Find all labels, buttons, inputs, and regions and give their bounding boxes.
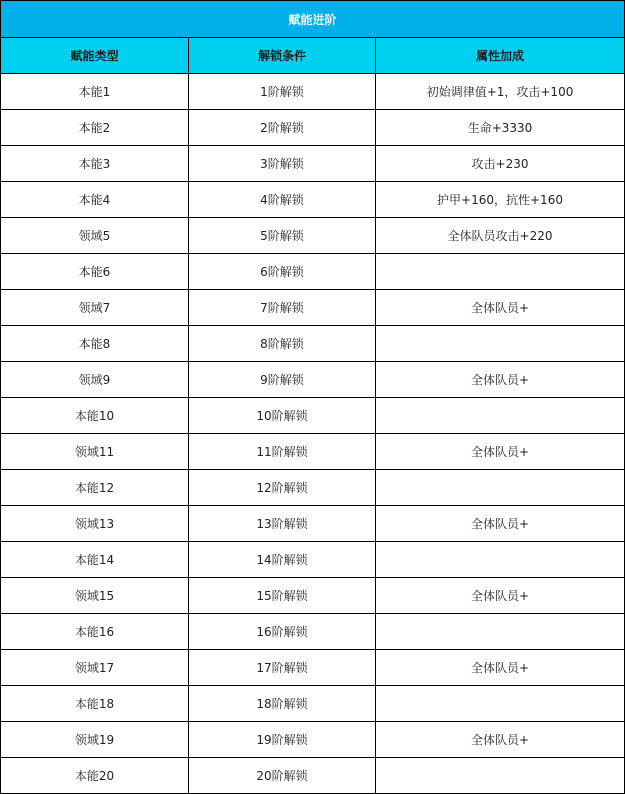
cell-attribute-bonus: 全体队员+ (376, 722, 625, 758)
cell-unlock-condition: 6阶解锁 (189, 254, 376, 290)
cell-type: 领域5 (1, 218, 189, 254)
cell-type: 本能20 (1, 758, 189, 794)
table-row (1, 506, 625, 542)
cell-type: 领域7 (1, 290, 189, 326)
table-row (1, 74, 625, 110)
cell-unlock-condition: 11阶解锁 (189, 434, 376, 470)
cell-attribute-bonus (376, 542, 625, 578)
table-body (1, 74, 625, 794)
column-header-bonus: 属性加成 (376, 38, 625, 74)
cell-type: 领域9 (1, 362, 189, 398)
cell-attribute-bonus (376, 614, 625, 650)
column-header-type: 赋能类型 (1, 38, 189, 74)
table-row (1, 434, 625, 470)
cell-attribute-bonus: 初始调律值+1，攻击+100 (376, 74, 625, 110)
cell-unlock-condition: 5阶解锁 (189, 218, 376, 254)
table-row (1, 470, 625, 506)
cell-unlock-condition: 3阶解锁 (189, 146, 376, 182)
cell-type: 本能6 (1, 254, 189, 290)
cell-attribute-bonus: 全体队员+ (376, 290, 625, 326)
table-title: 赋能进阶 (1, 1, 625, 38)
table-row (1, 218, 625, 254)
cell-type: 本能2 (1, 110, 189, 146)
cell-type: 本能16 (1, 614, 189, 650)
cell-type: 领域17 (1, 650, 189, 686)
table-row (1, 146, 625, 182)
cell-type: 领域13 (1, 506, 189, 542)
cell-unlock-condition: 20阶解锁 (189, 758, 376, 794)
cell-type: 本能18 (1, 686, 189, 722)
table-row (1, 650, 625, 686)
table-title-row (1, 1, 625, 38)
cell-attribute-bonus (376, 326, 625, 362)
cell-type: 本能10 (1, 398, 189, 434)
table-row (1, 110, 625, 146)
cell-attribute-bonus (376, 686, 625, 722)
cell-attribute-bonus (376, 758, 625, 794)
cell-unlock-condition: 2阶解锁 (189, 110, 376, 146)
cell-unlock-condition: 17阶解锁 (189, 650, 376, 686)
cell-unlock-condition: 12阶解锁 (189, 470, 376, 506)
table-row (1, 614, 625, 650)
cell-unlock-condition: 15阶解锁 (189, 578, 376, 614)
table-row (1, 542, 625, 578)
table-row (1, 182, 625, 218)
table-header-row (1, 38, 625, 74)
table-row (1, 686, 625, 722)
cell-unlock-condition: 9阶解锁 (189, 362, 376, 398)
cell-unlock-condition: 14阶解锁 (189, 542, 376, 578)
cell-type: 本能4 (1, 182, 189, 218)
table-row (1, 362, 625, 398)
cell-attribute-bonus: 全体队员+ (376, 434, 625, 470)
cell-unlock-condition: 8阶解锁 (189, 326, 376, 362)
cell-attribute-bonus: 全体队员+ (376, 650, 625, 686)
cell-attribute-bonus: 护甲+160，抗性+160 (376, 182, 625, 218)
cell-unlock-condition: 10阶解锁 (189, 398, 376, 434)
table-row (1, 290, 625, 326)
table-row (1, 722, 625, 758)
cell-attribute-bonus: 攻击+230 (376, 146, 625, 182)
cell-attribute-bonus (376, 398, 625, 434)
cell-type: 本能14 (1, 542, 189, 578)
cell-unlock-condition: 4阶解锁 (189, 182, 376, 218)
cell-attribute-bonus (376, 470, 625, 506)
cell-unlock-condition: 13阶解锁 (189, 506, 376, 542)
column-header-unlock: 解锁条件 (189, 38, 376, 74)
table-row (1, 326, 625, 362)
cell-type: 本能8 (1, 326, 189, 362)
cell-type: 本能12 (1, 470, 189, 506)
cell-unlock-condition: 7阶解锁 (189, 290, 376, 326)
table-row (1, 254, 625, 290)
cell-unlock-condition: 19阶解锁 (189, 722, 376, 758)
cell-attribute-bonus (376, 254, 625, 290)
cell-type: 领域19 (1, 722, 189, 758)
cell-unlock-condition: 18阶解锁 (189, 686, 376, 722)
cell-attribute-bonus: 全体队员+ (376, 506, 625, 542)
cell-attribute-bonus: 全体队员+ (376, 578, 625, 614)
cell-attribute-bonus: 生命+3330 (376, 110, 625, 146)
cell-attribute-bonus: 全体队员+ (376, 362, 625, 398)
cell-unlock-condition: 1阶解锁 (189, 74, 376, 110)
table-row (1, 398, 625, 434)
cell-attribute-bonus: 全体队员攻击+220 (376, 218, 625, 254)
cell-unlock-condition: 16阶解锁 (189, 614, 376, 650)
cell-type: 领域11 (1, 434, 189, 470)
table-row (1, 578, 625, 614)
table-row (1, 758, 625, 794)
cell-type: 本能3 (1, 146, 189, 182)
cell-type: 本能1 (1, 74, 189, 110)
cell-type: 领域15 (1, 578, 189, 614)
